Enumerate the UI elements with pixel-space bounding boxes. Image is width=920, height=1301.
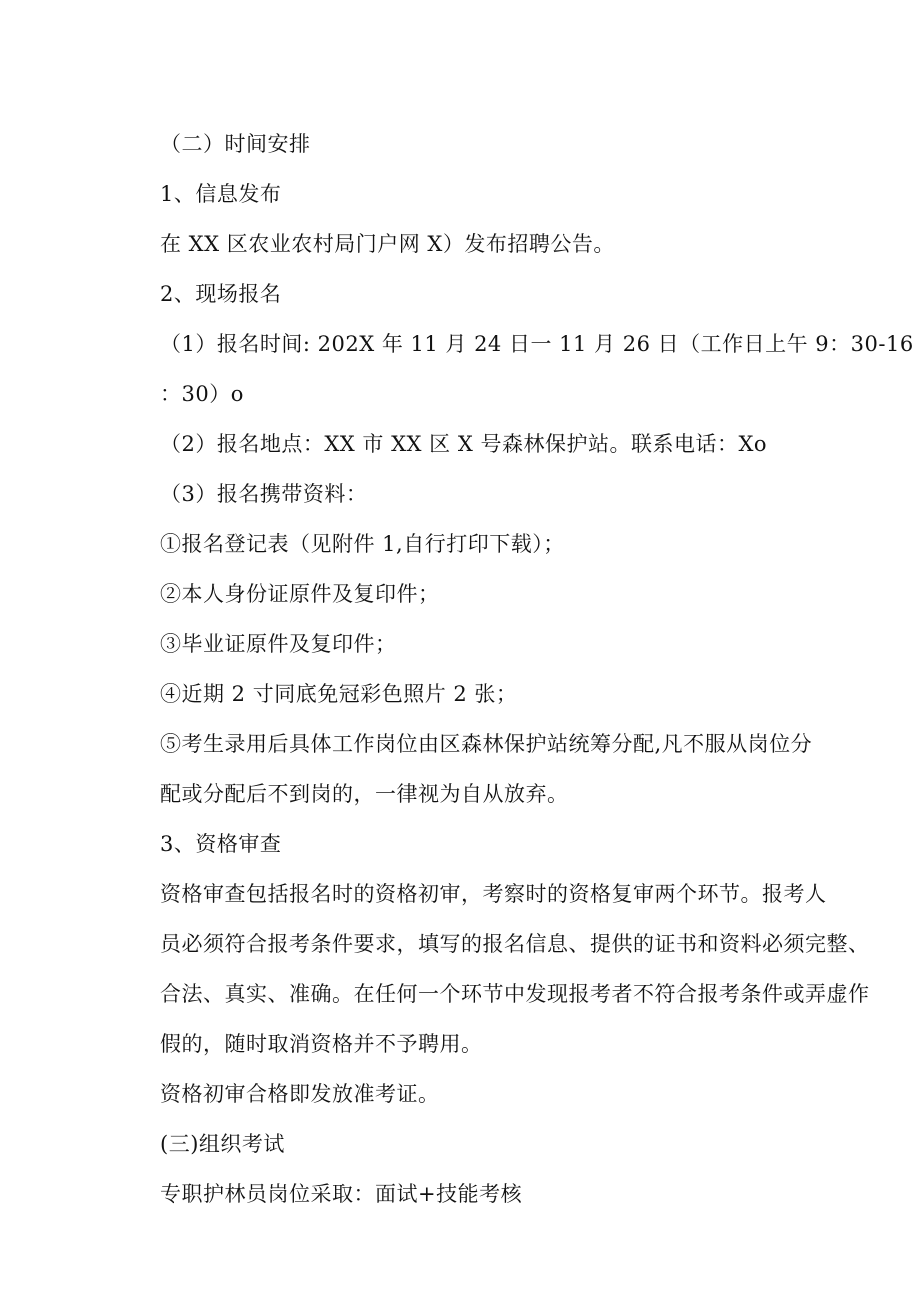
material-5-line1: ⑤考生录用后具体工作岗位由区森林保护站统筹分配,凡不服从岗位分 bbox=[160, 732, 813, 756]
material-5-line2: 配或分配后不到岗的，一律视为自从放弃。 bbox=[160, 782, 569, 806]
item3-paragraph2: 资格初审合格即发放准考证。 bbox=[160, 1082, 440, 1106]
item3-paragraph1-line1: 资格审查包括报名时的资格初审，考察时的资格复审两个环节。报考人 bbox=[160, 882, 827, 906]
item3-paragraph1-line3: 合法、真实、准确。在任何一个环节中发现报考者不符合报考条件或弄虚作 bbox=[160, 982, 870, 1006]
item2-place: （2）报名地点：XX 市 XX 区 X 号森林保护站。联系电话：Xo bbox=[160, 432, 768, 456]
section-heading-exam: (三)组织考试 bbox=[160, 1132, 285, 1156]
item3-title: 3、资格审查 bbox=[160, 832, 282, 856]
item2-title: 2、现场报名 bbox=[160, 282, 282, 306]
item1-body: 在 XX 区农业农村局门户网 X）发布招聘公告。 bbox=[160, 232, 615, 256]
item1-title: 1、信息发布 bbox=[160, 182, 282, 206]
item2-time-line1: （1）报名时间: 202X 年 11 月 24 日一 11 月 26 日（工作日上午 9：30-16 bbox=[160, 332, 914, 356]
section-heading-time: （二）时间安排 bbox=[160, 132, 311, 156]
material-4: ④近期 2 寸同底免冠彩色照片 2 张； bbox=[160, 682, 518, 706]
item3-paragraph1-line4: 假的，随时取消资格并不予聘用。 bbox=[160, 1032, 483, 1056]
material-2: ②本人身份证原件及复印件； bbox=[160, 582, 440, 606]
material-1: ①报名登记表（见附件 1,自行打印下载）； bbox=[160, 532, 565, 556]
item3-paragraph1-line2: 员必须符合报考条件要求，填写的报名信息、提供的证书和资料必须完整、 bbox=[160, 932, 870, 956]
exam-body: 专职护林员岗位采取：面试+技能考核 bbox=[160, 1182, 523, 1206]
material-3: ③毕业证原件及复印件； bbox=[160, 632, 397, 656]
item2-materials-heading: （3）报名携带资料： bbox=[160, 482, 368, 506]
item2-time-line2: ：30）o bbox=[160, 382, 244, 406]
